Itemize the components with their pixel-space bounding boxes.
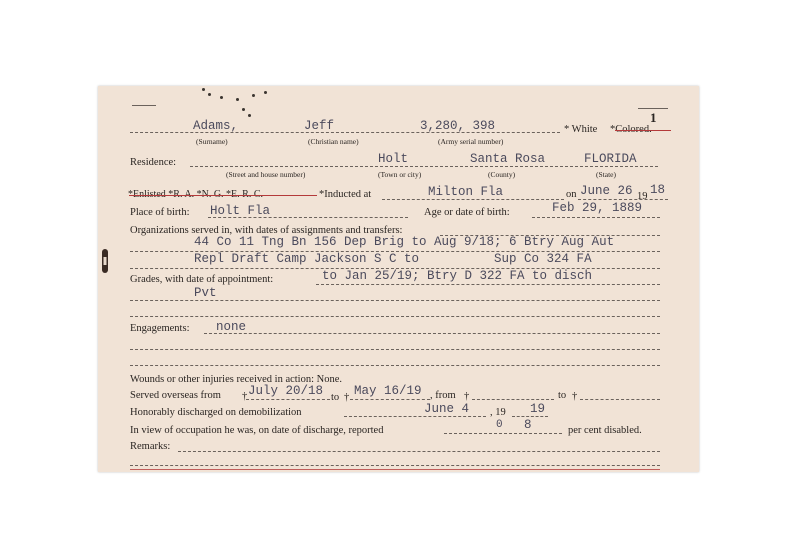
- service-record-card: [98, 86, 699, 472]
- disability-line: [444, 433, 562, 434]
- ink-dot: [252, 94, 255, 97]
- caption-town: (Town or city): [378, 170, 422, 179]
- discharge-label: Honorably discharged on demobilization: [130, 407, 302, 418]
- grade-value: Pvt: [194, 286, 217, 300]
- birth-date-label: Age or date of birth:: [424, 207, 510, 218]
- overseas-to-value: May 16/19: [354, 384, 422, 398]
- overseas-to-label: to: [331, 392, 340, 403]
- enlisted-options-struck: *Enlisted *R. A. *N. G. *E. R. C.: [128, 189, 264, 200]
- wounds-label: Wounds or other injuries received in action: None.: [130, 374, 343, 385]
- discharge-date-line: [344, 416, 486, 417]
- engagements-line-1: [130, 349, 660, 350]
- birth-place-line: [208, 217, 408, 218]
- remarks-line-1: [130, 465, 660, 466]
- grades-label: Grades, with date of appointment:: [130, 274, 274, 285]
- organizations-line2-value: Repl Draft Camp Jackson S C to Sup Co 324 FA: [194, 252, 592, 266]
- christian-name-value: Jeff: [304, 119, 335, 133]
- serial-number-value: 3,280, 398: [420, 119, 496, 133]
- inducted-line: [382, 199, 564, 200]
- discharge-year-line: [512, 416, 548, 417]
- residence-line: [190, 166, 658, 167]
- caption-christian: (Christian name): [308, 137, 359, 146]
- discharge-date-value: June 4: [424, 402, 470, 416]
- caption-street: (Street and house number): [226, 170, 306, 179]
- disability-value: 0: [496, 419, 503, 431]
- overseas-from-value: July 20/18: [248, 384, 324, 398]
- caption-state: (State): [596, 170, 616, 179]
- overseas-dagger-2: †: [344, 392, 350, 403]
- induction-year-value: 18: [650, 183, 666, 197]
- top-rule: [132, 105, 156, 106]
- number-rule: [638, 108, 668, 109]
- overseas-to-line: [350, 399, 430, 400]
- ink-dot: [248, 114, 251, 117]
- town-value: Holt: [378, 152, 409, 166]
- discharge-year-value: 19: [530, 402, 546, 416]
- colored-strike: [615, 130, 671, 131]
- grades-line-0: [316, 284, 660, 285]
- enlisted-strike: [129, 195, 317, 196]
- engagements-line-2: [130, 365, 660, 366]
- overseas-from-line: [246, 399, 330, 400]
- remarks-label: Remarks:: [130, 441, 171, 452]
- card-hole: [100, 249, 110, 275]
- overseas-dagger-1: †: [242, 391, 248, 402]
- disability-value-2: 8: [524, 418, 532, 432]
- ink-dot: [236, 98, 239, 101]
- card-number: 1: [650, 110, 657, 125]
- engagements-value: none: [216, 320, 247, 334]
- grades-line-2: [130, 316, 660, 317]
- disability-label: In view of occupation he was, on date of discharge, reported: [130, 425, 384, 436]
- engagements-line-0: [204, 333, 660, 334]
- residence-label: Residence:: [130, 157, 177, 168]
- overseas-dagger-4: †: [572, 391, 578, 402]
- overseas-to2-label: to: [558, 390, 567, 401]
- caption-surname: (Surname): [196, 137, 228, 146]
- inducted-label: *Inducted at: [319, 189, 372, 200]
- overseas-from2-line: [472, 399, 554, 400]
- state-value: FLORIDA: [584, 152, 637, 166]
- ink-dot: [208, 93, 211, 96]
- inducted-at-value: Milton Fla: [428, 185, 504, 199]
- ink-dot: [202, 88, 205, 91]
- on-label: on: [566, 189, 577, 200]
- name-line: [130, 132, 560, 133]
- grades-line-1: [130, 300, 660, 301]
- caption-serial: (Army serial number): [438, 137, 504, 146]
- organizations-line1-value: 44 Co 11 Tng Bn 156 Dep Brig to Aug 9/18; 6 Btry Aug Aut: [194, 235, 615, 249]
- year-prefix: 19: [637, 191, 648, 202]
- caption-county: (County): [488, 170, 516, 179]
- birth-date-line: [532, 217, 660, 218]
- overseas-from2-label: , from: [430, 390, 456, 401]
- ink-dot: [220, 96, 223, 99]
- birth-place-value: Holt Fla: [210, 204, 271, 218]
- discharge-year-prefix: , 19: [490, 407, 506, 418]
- bottom-red-rule: [130, 469, 660, 470]
- remarks-line-0: [178, 451, 660, 452]
- induction-date-line: [578, 199, 668, 200]
- disability-suffix: per cent disabled.: [568, 425, 642, 436]
- organizations-label: Organizations served in, with dates of assignments and transfers:: [130, 225, 403, 236]
- grades-line1-value: to Jan 25/19; Btry D 322 FA to disch: [322, 269, 593, 283]
- birth-place-label: Place of birth:: [130, 207, 190, 218]
- race-white-label: * White: [564, 124, 598, 135]
- surname-value: Adams,: [193, 119, 239, 133]
- induction-date-value: June 26: [580, 184, 633, 198]
- birth-date-value: Feb 29, 1889: [552, 201, 643, 215]
- ink-dot: [242, 108, 245, 111]
- overseas-to2-line: [580, 399, 660, 400]
- race-colored-label: *Colored.: [610, 124, 652, 135]
- overseas-label: Served overseas from: [130, 390, 221, 401]
- overseas-dagger-3: †: [464, 391, 470, 402]
- county-value: Santa Rosa: [470, 152, 546, 166]
- ink-dot: [264, 91, 267, 94]
- engagements-label: Engagements:: [130, 323, 190, 334]
